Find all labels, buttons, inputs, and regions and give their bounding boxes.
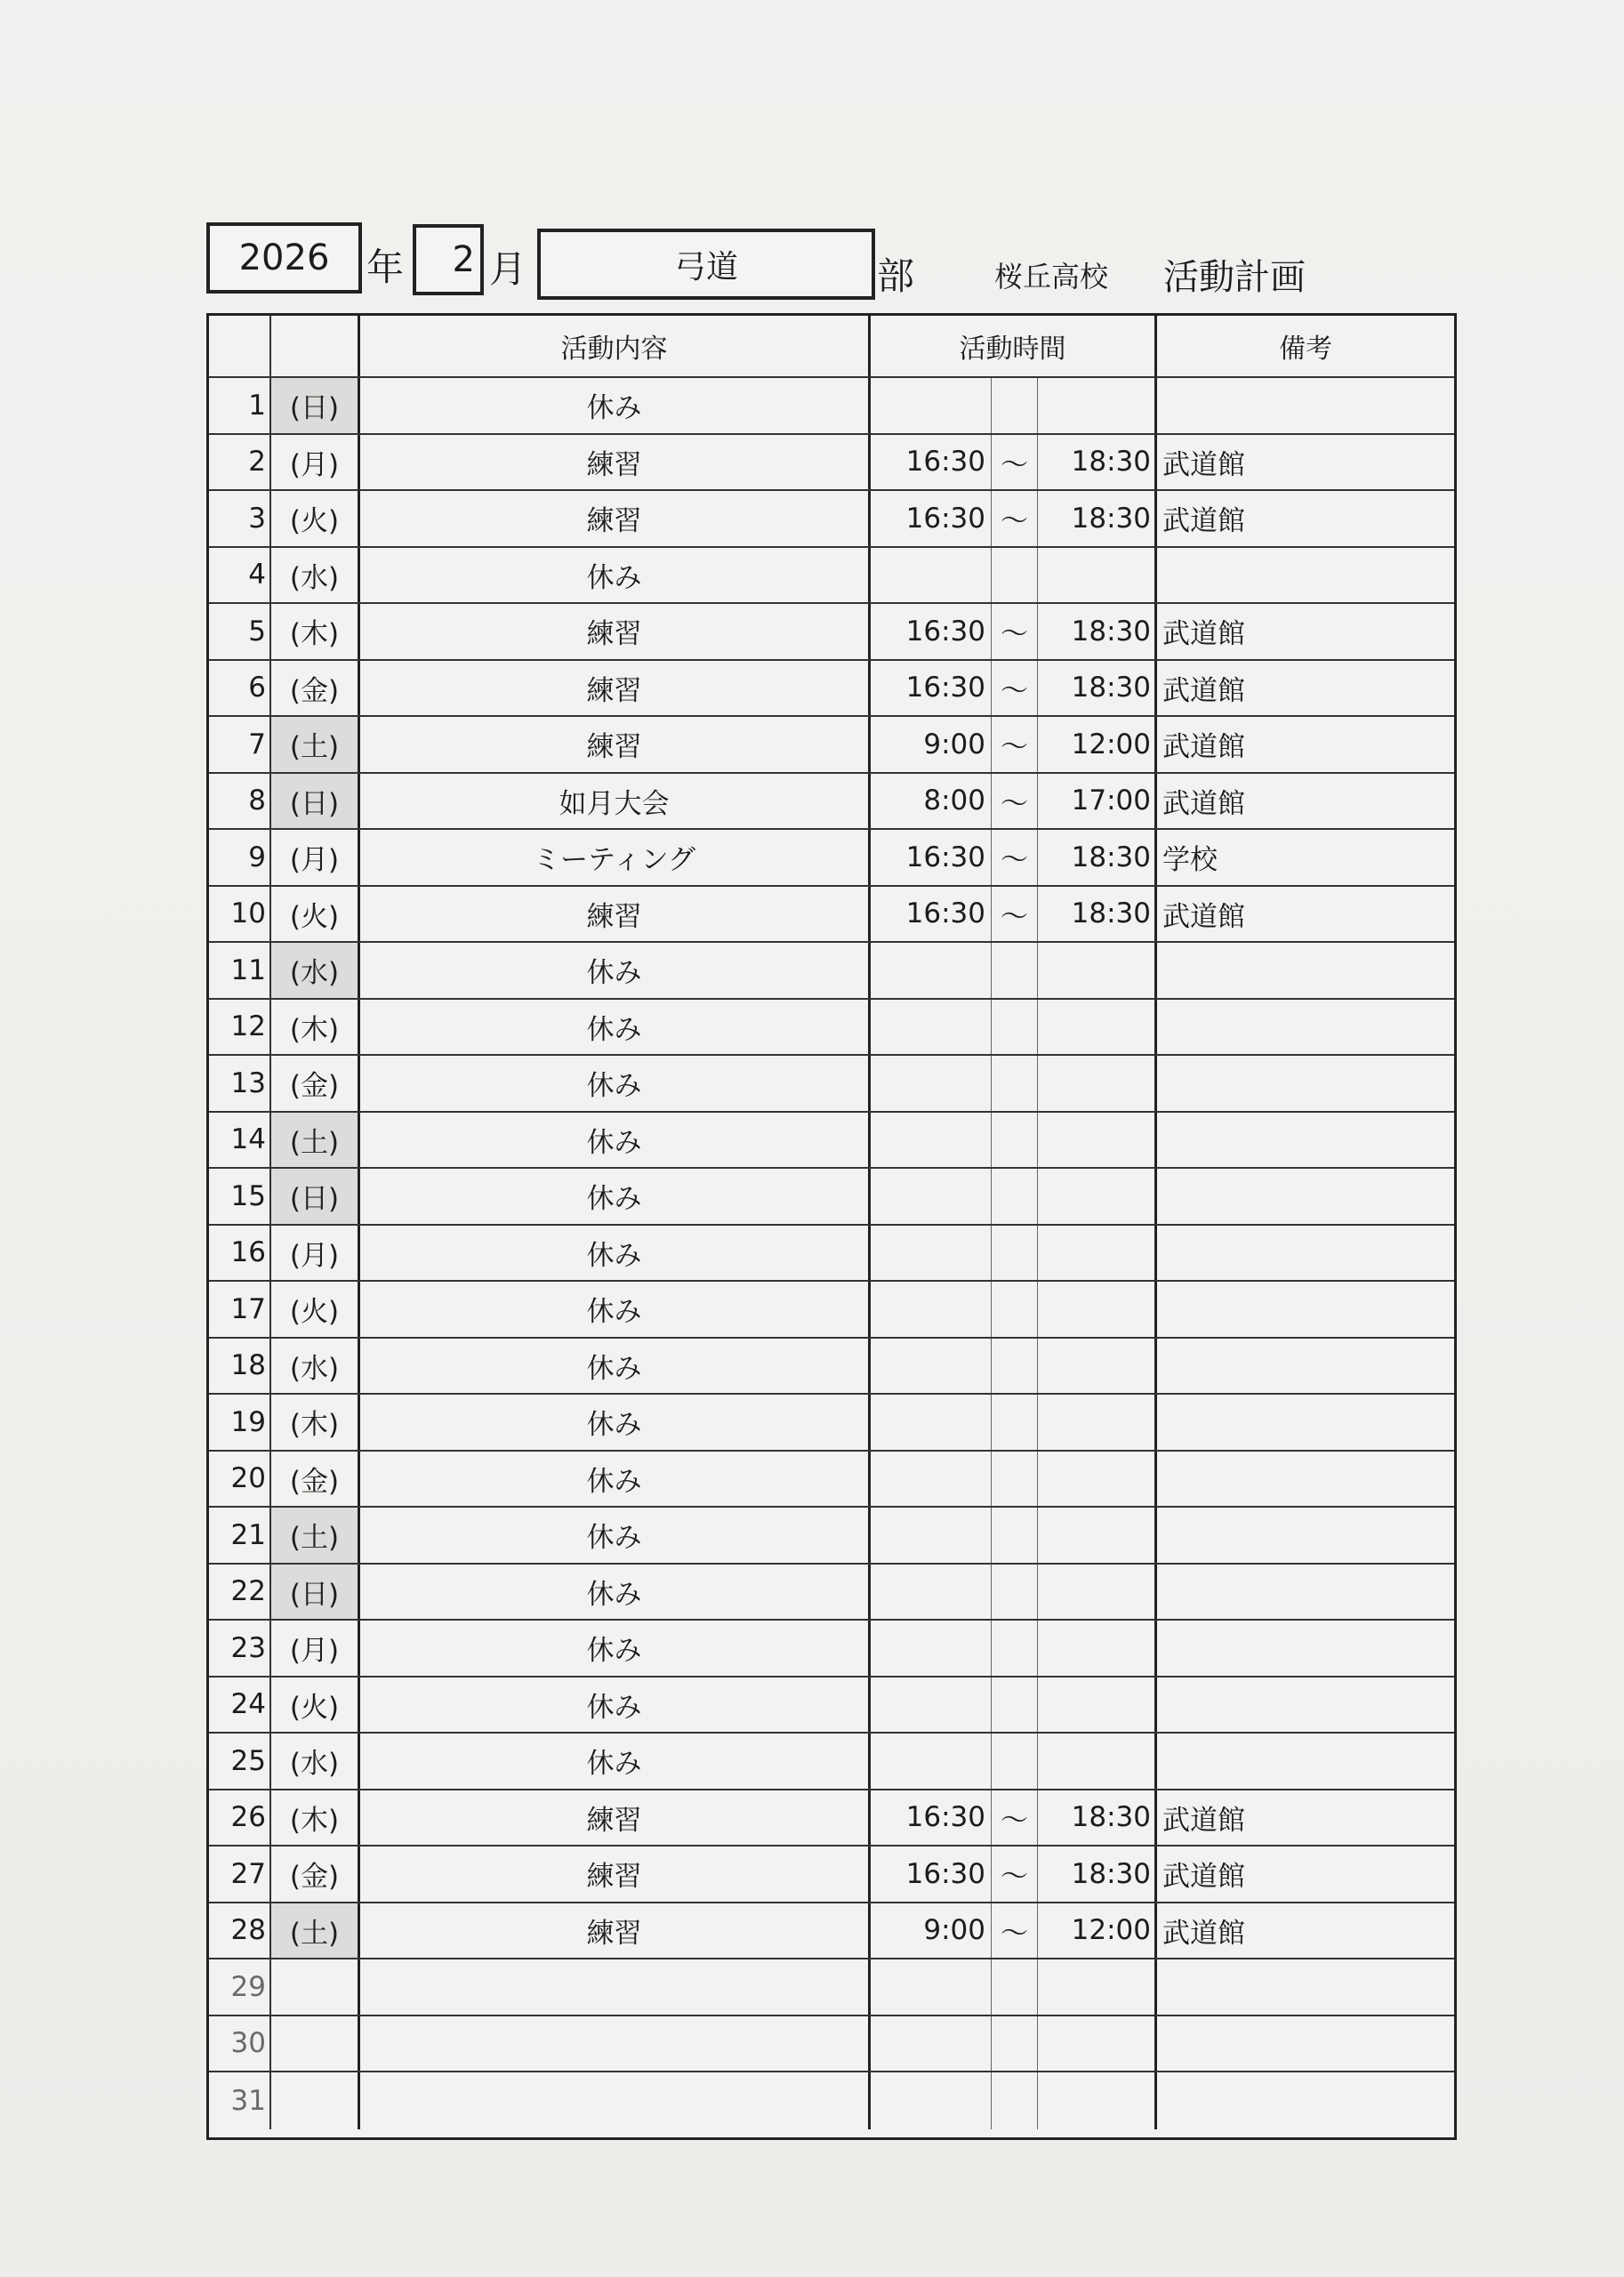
activity-cell <box>360 1959 871 2015</box>
day-number: 29 <box>209 1959 271 2015</box>
table-row <box>209 548 1454 605</box>
activity-cell: 練習 <box>360 435 871 490</box>
activity-cell: 如月大会 <box>360 774 871 829</box>
activity-cell: 休み <box>360 1226 871 1281</box>
weekday-label: (日) <box>271 378 360 433</box>
weekday-label: (日) <box>271 1565 360 1620</box>
activity-cell: 練習 <box>360 491 871 546</box>
day-number: 3 <box>209 491 271 546</box>
end-time <box>1038 1508 1157 1563</box>
start-time: 9:00 <box>871 717 992 772</box>
weekday-label: (月) <box>271 1621 360 1676</box>
activity-cell: 休み <box>360 943 871 998</box>
time-separator <box>992 1621 1038 1676</box>
end-time: 18:30 <box>1038 661 1157 716</box>
table-row <box>209 1169 1454 1226</box>
start-time <box>871 1113 992 1168</box>
end-time <box>1038 1113 1157 1168</box>
table-row <box>209 1734 1454 1790</box>
start-time <box>871 2016 992 2072</box>
table-row <box>209 943 1454 1000</box>
day-number: 1 <box>209 378 271 433</box>
weekday-label: (月) <box>271 830 360 885</box>
end-time: 18:30 <box>1038 491 1157 546</box>
month-value: 2 <box>452 239 475 280</box>
time-separator: ～ <box>992 1790 1038 1846</box>
weekday-label: (水) <box>271 548 360 603</box>
day-number: 21 <box>209 1508 271 1563</box>
day-number: 5 <box>209 604 271 659</box>
weekday-label: (金) <box>271 1847 360 1902</box>
note-cell <box>1157 1169 1454 1224</box>
start-time <box>871 1734 992 1789</box>
activity-cell: 休み <box>360 1282 871 1337</box>
start-time: 8:00 <box>871 774 992 829</box>
day-number: 24 <box>209 1678 271 1733</box>
weekday-label: (金) <box>271 661 360 716</box>
start-time <box>871 1621 992 1676</box>
time-separator <box>992 1565 1038 1620</box>
activity-cell: 休み <box>360 378 871 433</box>
note-cell: 武道館 <box>1162 1861 1245 1894</box>
weekday-label: (月) <box>271 435 360 490</box>
start-time: 16:30 <box>871 491 992 546</box>
weekday-label: (火) <box>271 1678 360 1733</box>
note-cell <box>1157 2016 1454 2072</box>
activity-cell <box>360 2072 871 2129</box>
day-number: 18 <box>209 1339 271 1394</box>
day-number: 10 <box>209 887 271 942</box>
weekday-label: (日) <box>271 1169 360 1224</box>
note-cell <box>1157 1565 1454 1620</box>
weekday-label <box>271 2072 360 2129</box>
end-time <box>1038 1056 1157 1111</box>
start-time <box>871 1395 992 1450</box>
time-separator <box>992 548 1038 603</box>
note-cell: 武道館 <box>1162 787 1245 820</box>
start-time <box>871 1056 992 1111</box>
table-row <box>209 1678 1454 1734</box>
day-number: 7 <box>209 717 271 772</box>
note-cell <box>1157 1056 1454 1111</box>
weekday-label: (金) <box>271 1056 360 1111</box>
start-time: 9:00 <box>871 1903 992 1959</box>
day-number: 28 <box>209 1903 271 1959</box>
note-cell <box>1157 1508 1454 1563</box>
weekday-label: (水) <box>271 943 360 998</box>
day-number: 13 <box>209 1056 271 1111</box>
weekday-label: (火) <box>271 1282 360 1337</box>
table-row <box>209 830 1454 887</box>
end-time: 18:30 <box>1038 1790 1157 1846</box>
weekday-label: (火) <box>271 887 360 942</box>
time-separator <box>992 1339 1038 1394</box>
table-row <box>209 1452 1454 1509</box>
header-time: 活動時間 <box>871 316 1157 376</box>
start-time <box>871 378 992 433</box>
day-number: 2 <box>209 435 271 490</box>
end-time: 17:00 <box>1038 774 1157 829</box>
day-number: 22 <box>209 1565 271 1620</box>
table-row <box>209 1508 1454 1565</box>
day-number: 16 <box>209 1226 271 1281</box>
end-time <box>1038 2016 1157 2072</box>
weekday-label: (木) <box>271 1000 360 1055</box>
note-cell <box>1157 1282 1454 1337</box>
end-time <box>1038 1959 1157 2015</box>
table-row <box>209 1056 1454 1113</box>
activity-cell: 練習 <box>360 1790 871 1846</box>
weekday-label <box>271 2016 360 2072</box>
start-time: 16:30 <box>871 661 992 716</box>
note-cell <box>1157 378 1454 433</box>
note-cell <box>1157 1113 1454 1168</box>
time-separator: ～ <box>992 1903 1038 1959</box>
note-cell <box>1157 1339 1454 1394</box>
table-row <box>209 1113 1454 1170</box>
day-number: 6 <box>209 661 271 716</box>
table-row <box>209 1847 1454 1903</box>
table-row <box>209 491 1454 548</box>
club-suffix: 部 <box>877 254 915 298</box>
end-time <box>1038 1395 1157 1450</box>
start-time <box>871 1452 992 1507</box>
start-time: 16:30 <box>871 830 992 885</box>
weekday-label: (木) <box>271 1395 360 1450</box>
activity-cell: 練習 <box>360 661 871 716</box>
note-cell: 武道館 <box>1162 448 1245 481</box>
note-cell <box>1157 1959 1454 2015</box>
month-unit: 月 <box>489 247 527 291</box>
start-time <box>871 1282 992 1337</box>
end-time: 12:00 <box>1038 717 1157 772</box>
start-time <box>871 1000 992 1055</box>
year-box <box>206 222 362 294</box>
note-cell <box>1157 1395 1454 1450</box>
start-time <box>871 1565 992 1620</box>
note-cell <box>1157 1621 1454 1676</box>
end-time <box>1038 1678 1157 1733</box>
day-number: 11 <box>209 943 271 998</box>
activity-cell: 休み <box>360 1169 871 1224</box>
month-box <box>413 224 484 295</box>
end-time: 18:30 <box>1038 830 1157 885</box>
time-separator <box>992 2016 1038 2072</box>
time-separator: ～ <box>992 491 1038 546</box>
day-number: 8 <box>209 774 271 829</box>
header-weekday-cell <box>271 316 360 376</box>
start-time <box>871 1226 992 1281</box>
note-cell: 武道館 <box>1162 674 1245 707</box>
day-number: 17 <box>209 1282 271 1337</box>
activity-cell: 休み <box>360 1678 871 1733</box>
start-time <box>871 1959 992 2015</box>
table-row <box>209 2072 1454 2129</box>
table-row <box>209 1339 1454 1396</box>
schedule-table <box>206 313 1457 2140</box>
activity-cell: 練習 <box>360 887 871 942</box>
weekday-label: (土) <box>271 1903 360 1959</box>
weekday-label: (火) <box>271 491 360 546</box>
day-number: 9 <box>209 830 271 885</box>
time-separator <box>992 1395 1038 1450</box>
table-row <box>209 774 1454 831</box>
school-name: 桜丘高校 <box>994 260 1109 294</box>
club-box <box>537 229 875 300</box>
table-row <box>209 1395 1454 1452</box>
weekday-label: (土) <box>271 717 360 772</box>
end-time <box>1038 1565 1157 1620</box>
day-number: 27 <box>209 1847 271 1902</box>
end-time: 18:30 <box>1038 604 1157 659</box>
note-cell: 武道館 <box>1162 1917 1245 1950</box>
activity-cell: 休み <box>360 1565 871 1620</box>
end-time: 12:00 <box>1038 1903 1157 1959</box>
document-title: 活動計画 <box>1163 257 1306 298</box>
day-number: 15 <box>209 1169 271 1224</box>
day-number: 19 <box>209 1395 271 1450</box>
activity-cell: 休み <box>360 548 871 603</box>
end-time <box>1038 1734 1157 1789</box>
table-row <box>209 378 1454 435</box>
end-time <box>1038 548 1157 603</box>
time-separator <box>992 1000 1038 1055</box>
note-cell <box>1157 1226 1454 1281</box>
weekday-label: (水) <box>271 1339 360 1394</box>
time-separator <box>992 1282 1038 1337</box>
time-separator <box>992 1056 1038 1111</box>
time-separator: ～ <box>992 774 1038 829</box>
end-time <box>1038 1282 1157 1337</box>
table-row <box>209 1790 1454 1847</box>
note-cell: 武道館 <box>1162 900 1245 933</box>
table-row <box>209 1621 1454 1678</box>
day-number: 26 <box>209 1790 271 1846</box>
start-time: 16:30 <box>871 1790 992 1846</box>
weekday-label: (月) <box>271 1226 360 1281</box>
time-separator: ～ <box>992 1847 1038 1902</box>
start-time: 16:30 <box>871 435 992 490</box>
activity-cell: 休み <box>360 1452 871 1507</box>
activity-cell: 練習 <box>360 1847 871 1902</box>
activity-cell: 休み <box>360 1508 871 1563</box>
end-time <box>1038 1169 1157 1224</box>
activity-cell: 休み <box>360 1113 871 1168</box>
table-row <box>209 887 1454 944</box>
header-notes: 備考 <box>1279 334 1332 365</box>
time-separator <box>992 1678 1038 1733</box>
weekday-label: (木) <box>271 604 360 659</box>
note-cell: 武道館 <box>1162 1804 1245 1837</box>
time-separator <box>992 943 1038 998</box>
activity-cell: 休み <box>360 1056 871 1111</box>
activity-cell <box>360 2016 871 2072</box>
end-time <box>1038 1452 1157 1507</box>
start-time <box>871 548 992 603</box>
note-cell <box>1157 1452 1454 1507</box>
time-separator <box>992 1508 1038 1563</box>
note-cell <box>1157 1678 1454 1733</box>
end-time: 18:30 <box>1038 1847 1157 1902</box>
end-time <box>1038 378 1157 433</box>
day-number: 30 <box>209 2016 271 2072</box>
plan-header <box>206 222 1469 302</box>
note-cell: 学校 <box>1162 844 1218 877</box>
time-separator <box>992 1113 1038 1168</box>
time-separator <box>992 1452 1038 1507</box>
end-time <box>1038 943 1157 998</box>
weekday-label: (金) <box>271 1452 360 1507</box>
table-header-row <box>209 316 1454 378</box>
start-time <box>871 1678 992 1733</box>
time-separator <box>992 2072 1038 2129</box>
year-value: 2026 <box>238 237 330 278</box>
end-time <box>1038 1621 1157 1676</box>
time-separator: ～ <box>992 717 1038 772</box>
activity-cell: 練習 <box>360 1903 871 1959</box>
note-cell: 武道館 <box>1162 505 1245 538</box>
start-time <box>871 1169 992 1224</box>
time-separator: ～ <box>992 830 1038 885</box>
table-row <box>209 1226 1454 1283</box>
note-cell <box>1157 1734 1454 1789</box>
end-time: 18:30 <box>1038 435 1157 490</box>
note-cell <box>1157 1000 1454 1055</box>
day-number: 20 <box>209 1452 271 1507</box>
time-separator: ～ <box>992 661 1038 716</box>
start-time: 16:30 <box>871 887 992 942</box>
time-separator: ～ <box>992 887 1038 942</box>
start-time <box>871 2072 992 2129</box>
start-time: 16:30 <box>871 1847 992 1902</box>
table-row <box>209 717 1454 774</box>
year-unit: 年 <box>366 245 405 289</box>
table-row <box>209 435 1454 492</box>
end-time <box>1038 1000 1157 1055</box>
start-time <box>871 943 992 998</box>
day-number: 12 <box>209 1000 271 1055</box>
end-time <box>1038 1226 1157 1281</box>
table-row <box>209 1903 1454 1960</box>
note-cell: 武道館 <box>1162 618 1245 651</box>
table-row <box>209 661 1454 718</box>
note-cell <box>1157 548 1454 603</box>
end-time <box>1038 2072 1157 2129</box>
day-number: 31 <box>209 2072 271 2129</box>
activity-cell: 休み <box>360 1339 871 1394</box>
time-separator <box>992 1226 1038 1281</box>
time-separator <box>992 378 1038 433</box>
weekday-label: (日) <box>271 774 360 829</box>
start-time <box>871 1339 992 1394</box>
time-separator <box>992 1169 1038 1224</box>
weekday-label <box>271 1959 360 2015</box>
table-row <box>209 1565 1454 1621</box>
club-name: 弓道 <box>673 248 738 286</box>
weekday-label: (水) <box>271 1734 360 1789</box>
note-cell <box>1157 2072 1454 2129</box>
day-number: 23 <box>209 1621 271 1676</box>
table-row <box>209 1000 1454 1057</box>
header-day-cell <box>209 316 271 376</box>
activity-cell: 休み <box>360 1734 871 1789</box>
day-number: 4 <box>209 548 271 603</box>
activity-cell: 休み <box>360 1621 871 1676</box>
end-time: 18:30 <box>1038 887 1157 942</box>
table-row <box>209 1282 1454 1339</box>
start-time <box>871 1508 992 1563</box>
day-number: 25 <box>209 1734 271 1789</box>
time-separator <box>992 1734 1038 1789</box>
table-row <box>209 2016 1454 2073</box>
table-row <box>209 1959 1454 2016</box>
activity-cell: 休み <box>360 1395 871 1450</box>
end-time <box>1038 1339 1157 1394</box>
activity-cell: 練習 <box>360 717 871 772</box>
time-separator: ～ <box>992 604 1038 659</box>
note-cell <box>1157 943 1454 998</box>
weekday-label: (土) <box>271 1113 360 1168</box>
time-separator <box>992 1959 1038 2015</box>
note-cell: 武道館 <box>1162 731 1245 764</box>
table-row <box>209 604 1454 661</box>
activity-cell: ミーティング <box>360 830 871 885</box>
start-time: 16:30 <box>871 604 992 659</box>
weekday-label: (土) <box>271 1508 360 1563</box>
header-activity: 活動内容 <box>360 316 871 376</box>
activity-cell: 休み <box>360 1000 871 1055</box>
time-separator: ～ <box>992 435 1038 490</box>
activity-cell: 練習 <box>360 604 871 659</box>
day-number: 14 <box>209 1113 271 1168</box>
weekday-label: (木) <box>271 1790 360 1846</box>
